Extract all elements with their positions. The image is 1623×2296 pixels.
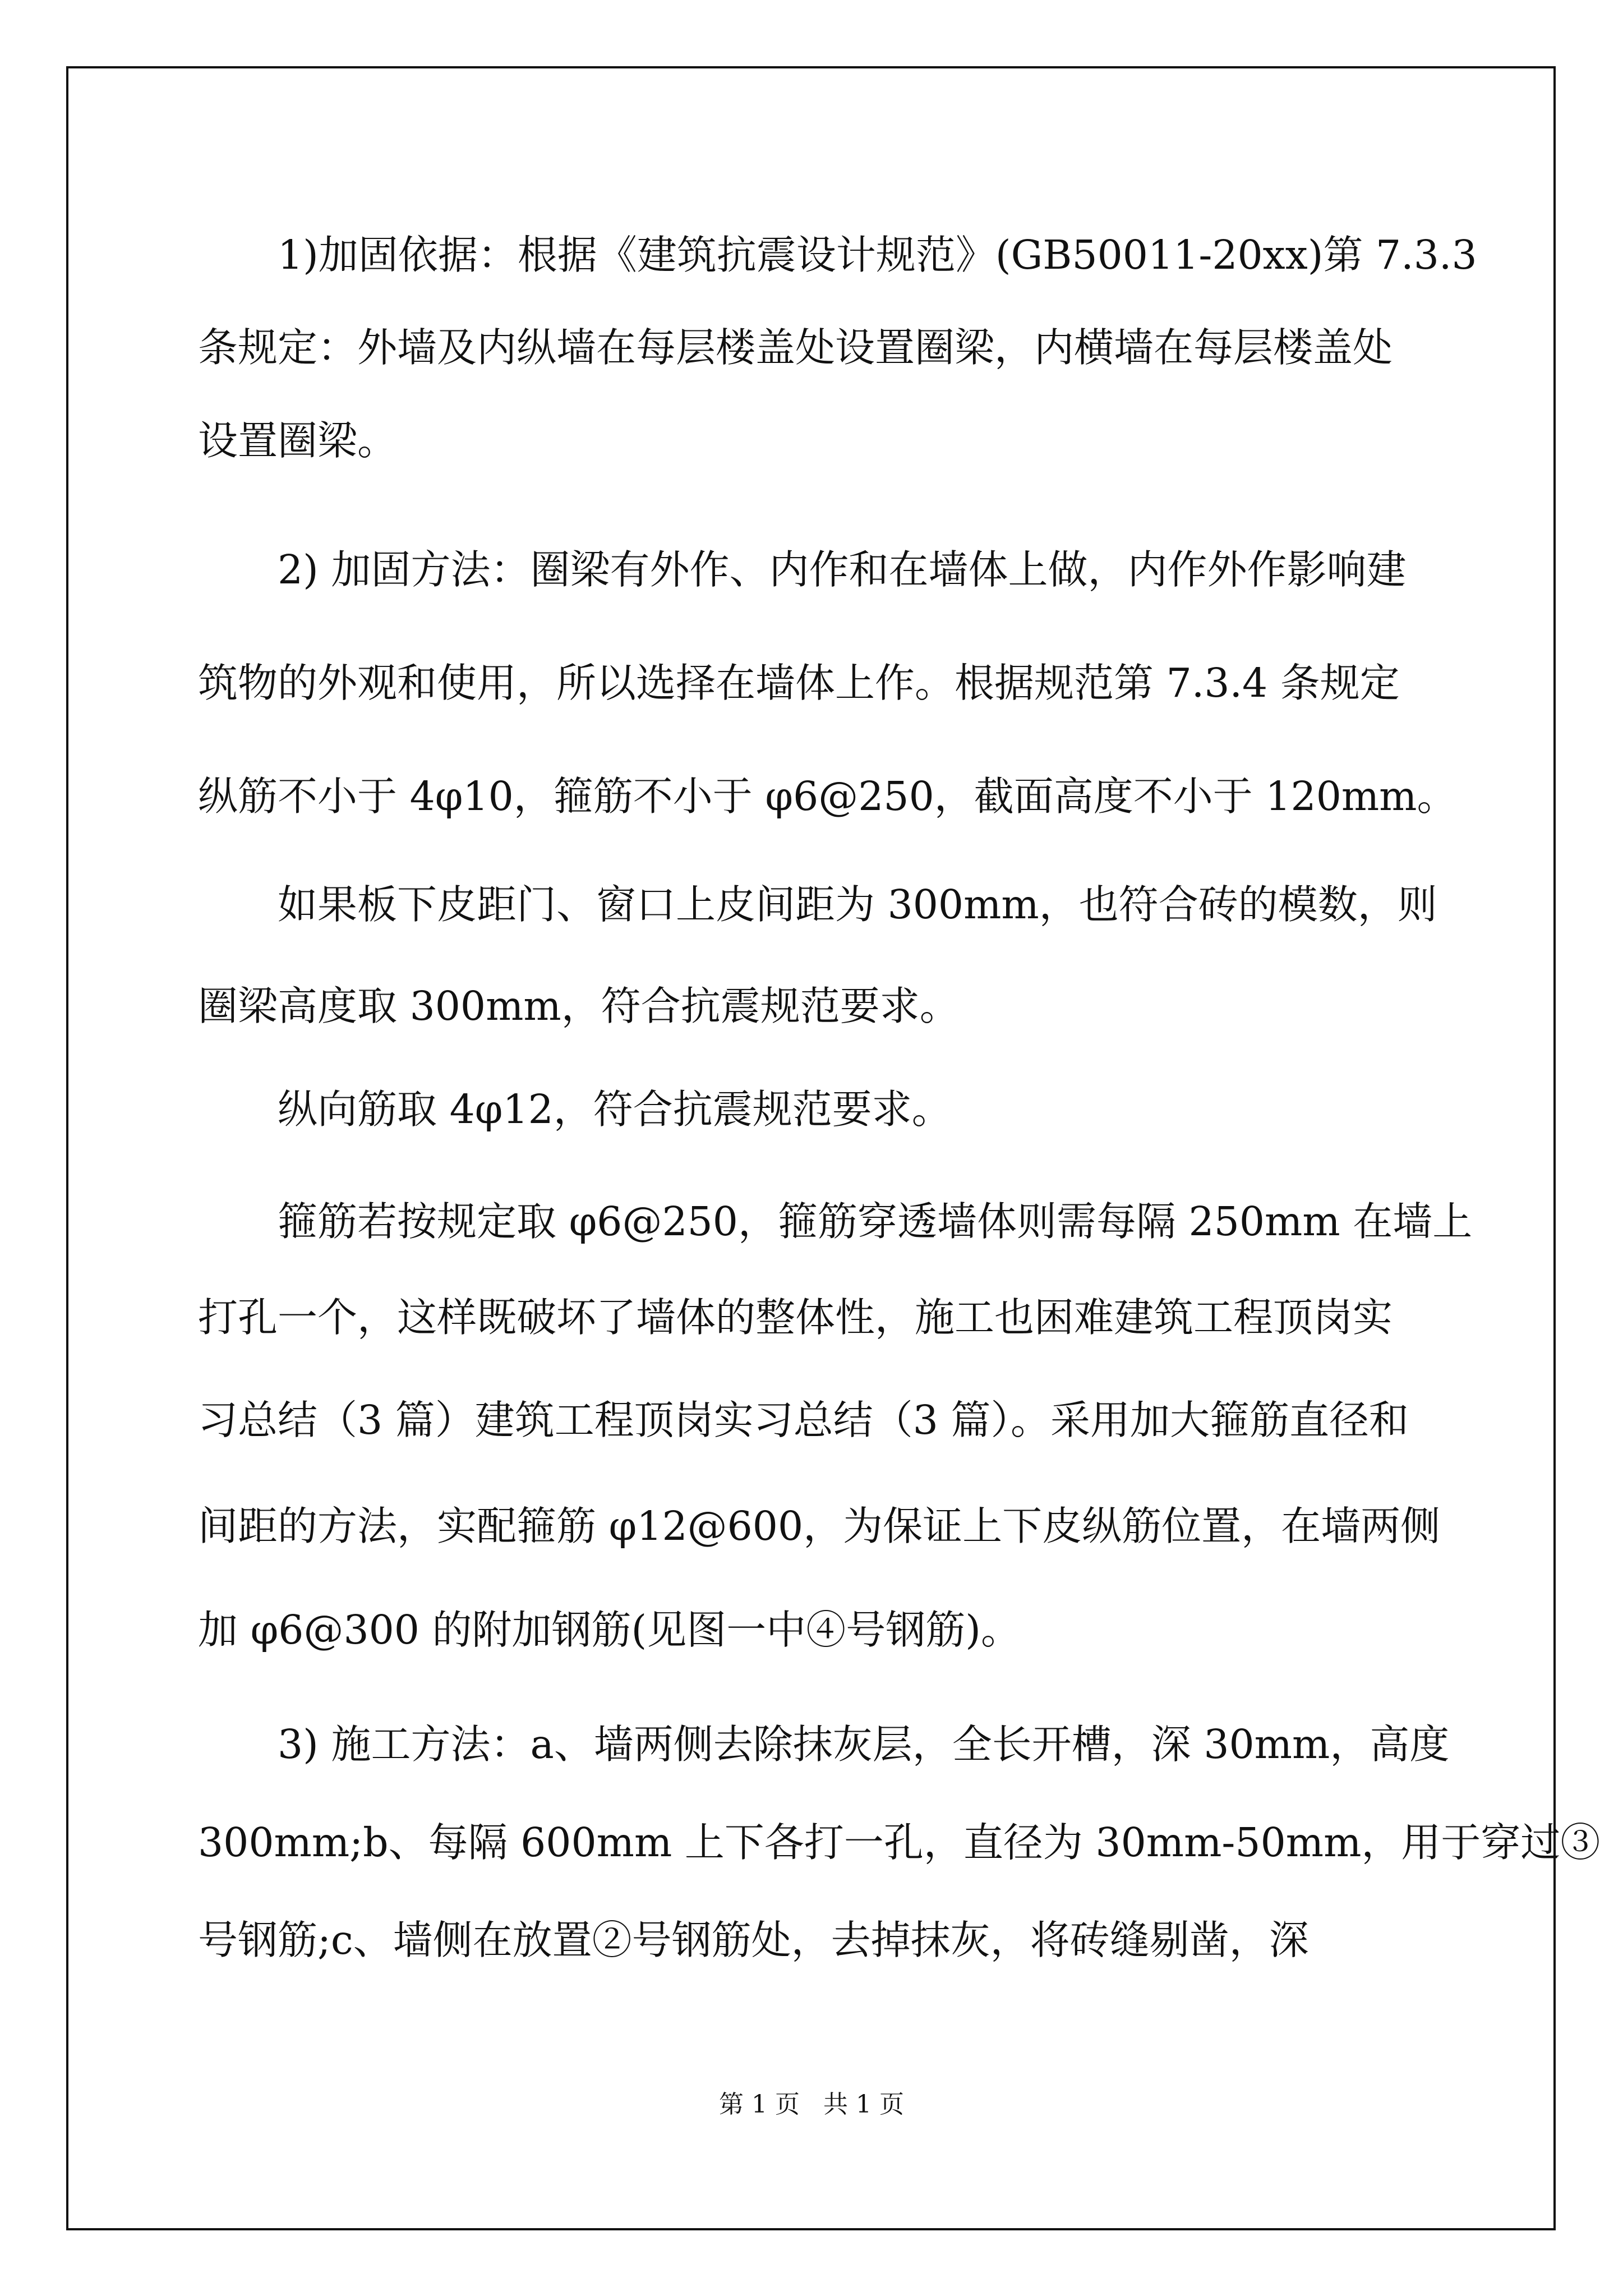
paragraph-6-line-2: 300mm;b、每隔 600mm 上下各打一孔，直径为 30mm-50mm，用于穿过③	[198, 1819, 1601, 1866]
paragraph-2-line-2: 筑物的外观和使用，所以选择在墙体上作。根据规范第 7.3.4 条规定	[198, 660, 1400, 706]
paragraph-3-line-2: 圈梁高度取 300mm，符合抗震规范要求。	[198, 983, 960, 1029]
paragraph-6-line-1: 3) 施工方法：a、墙两侧去除抹灰层，全长开槽，深 30mm，高度	[278, 1721, 1450, 1768]
paragraph-1-line-2: 条规定：外墙及内纵墙在每层楼盖处设置圈梁，内横墙在每层楼盖处	[198, 324, 1393, 371]
paragraph-5-line-1: 箍筋若按规定取 φ6@250，箍筋穿透墙体则需每隔 250mm 在墙上	[278, 1198, 1473, 1245]
paragraph-1-line-1: 1)加固依据：根据《建筑抗震设计规范》(GB50011-20xx)第 7.3.3	[278, 232, 1477, 278]
paragraph-5-line-5: 加 φ6@300 的附加钢筋(见图一中④号钢筋)。	[198, 1607, 1021, 1653]
paragraph-4-line-1: 纵向筋取 4φ12，符合抗震规范要求。	[278, 1086, 952, 1133]
page-footer	[0, 2088, 1623, 2122]
paragraph-5-line-3: 习总结（3 篇）建筑工程顶岗实习总结（3 篇）。采用加大箍筋直径和	[198, 1397, 1409, 1443]
paragraph-3-line-1: 如果板下皮距门、窗口上皮间距为 300mm，也符合砖的模数，则	[278, 881, 1437, 928]
paragraph-5-line-2: 打孔一个，这样既破坏了墙体的整体性，施工也困难建筑工程顶岗实	[198, 1294, 1393, 1341]
paragraph-5-line-4: 间距的方法，实配箍筋 φ12@600，为保证上下皮纵筋位置，在墙两侧	[198, 1503, 1441, 1549]
page-number: 第 1 页	[719, 2090, 800, 2119]
paragraph-2-line-3: 纵筋不小于 4φ10，箍筋不小于 φ6@250，截面高度不小于 120mm。	[198, 773, 1457, 820]
paragraph-6-line-3: 号钢筋;c、墙侧在放置②号钢筋处，去掉抹灰，将砖缝剔凿，深	[198, 1917, 1309, 1963]
paragraph-2-line-1: 2) 加固方法：圈梁有外作、内作和在墙体上做，内作外作影响建	[278, 546, 1407, 593]
page-total: 共 1 页	[823, 2090, 904, 2119]
paragraph-1-line-3: 设置圈梁。	[198, 417, 398, 464]
